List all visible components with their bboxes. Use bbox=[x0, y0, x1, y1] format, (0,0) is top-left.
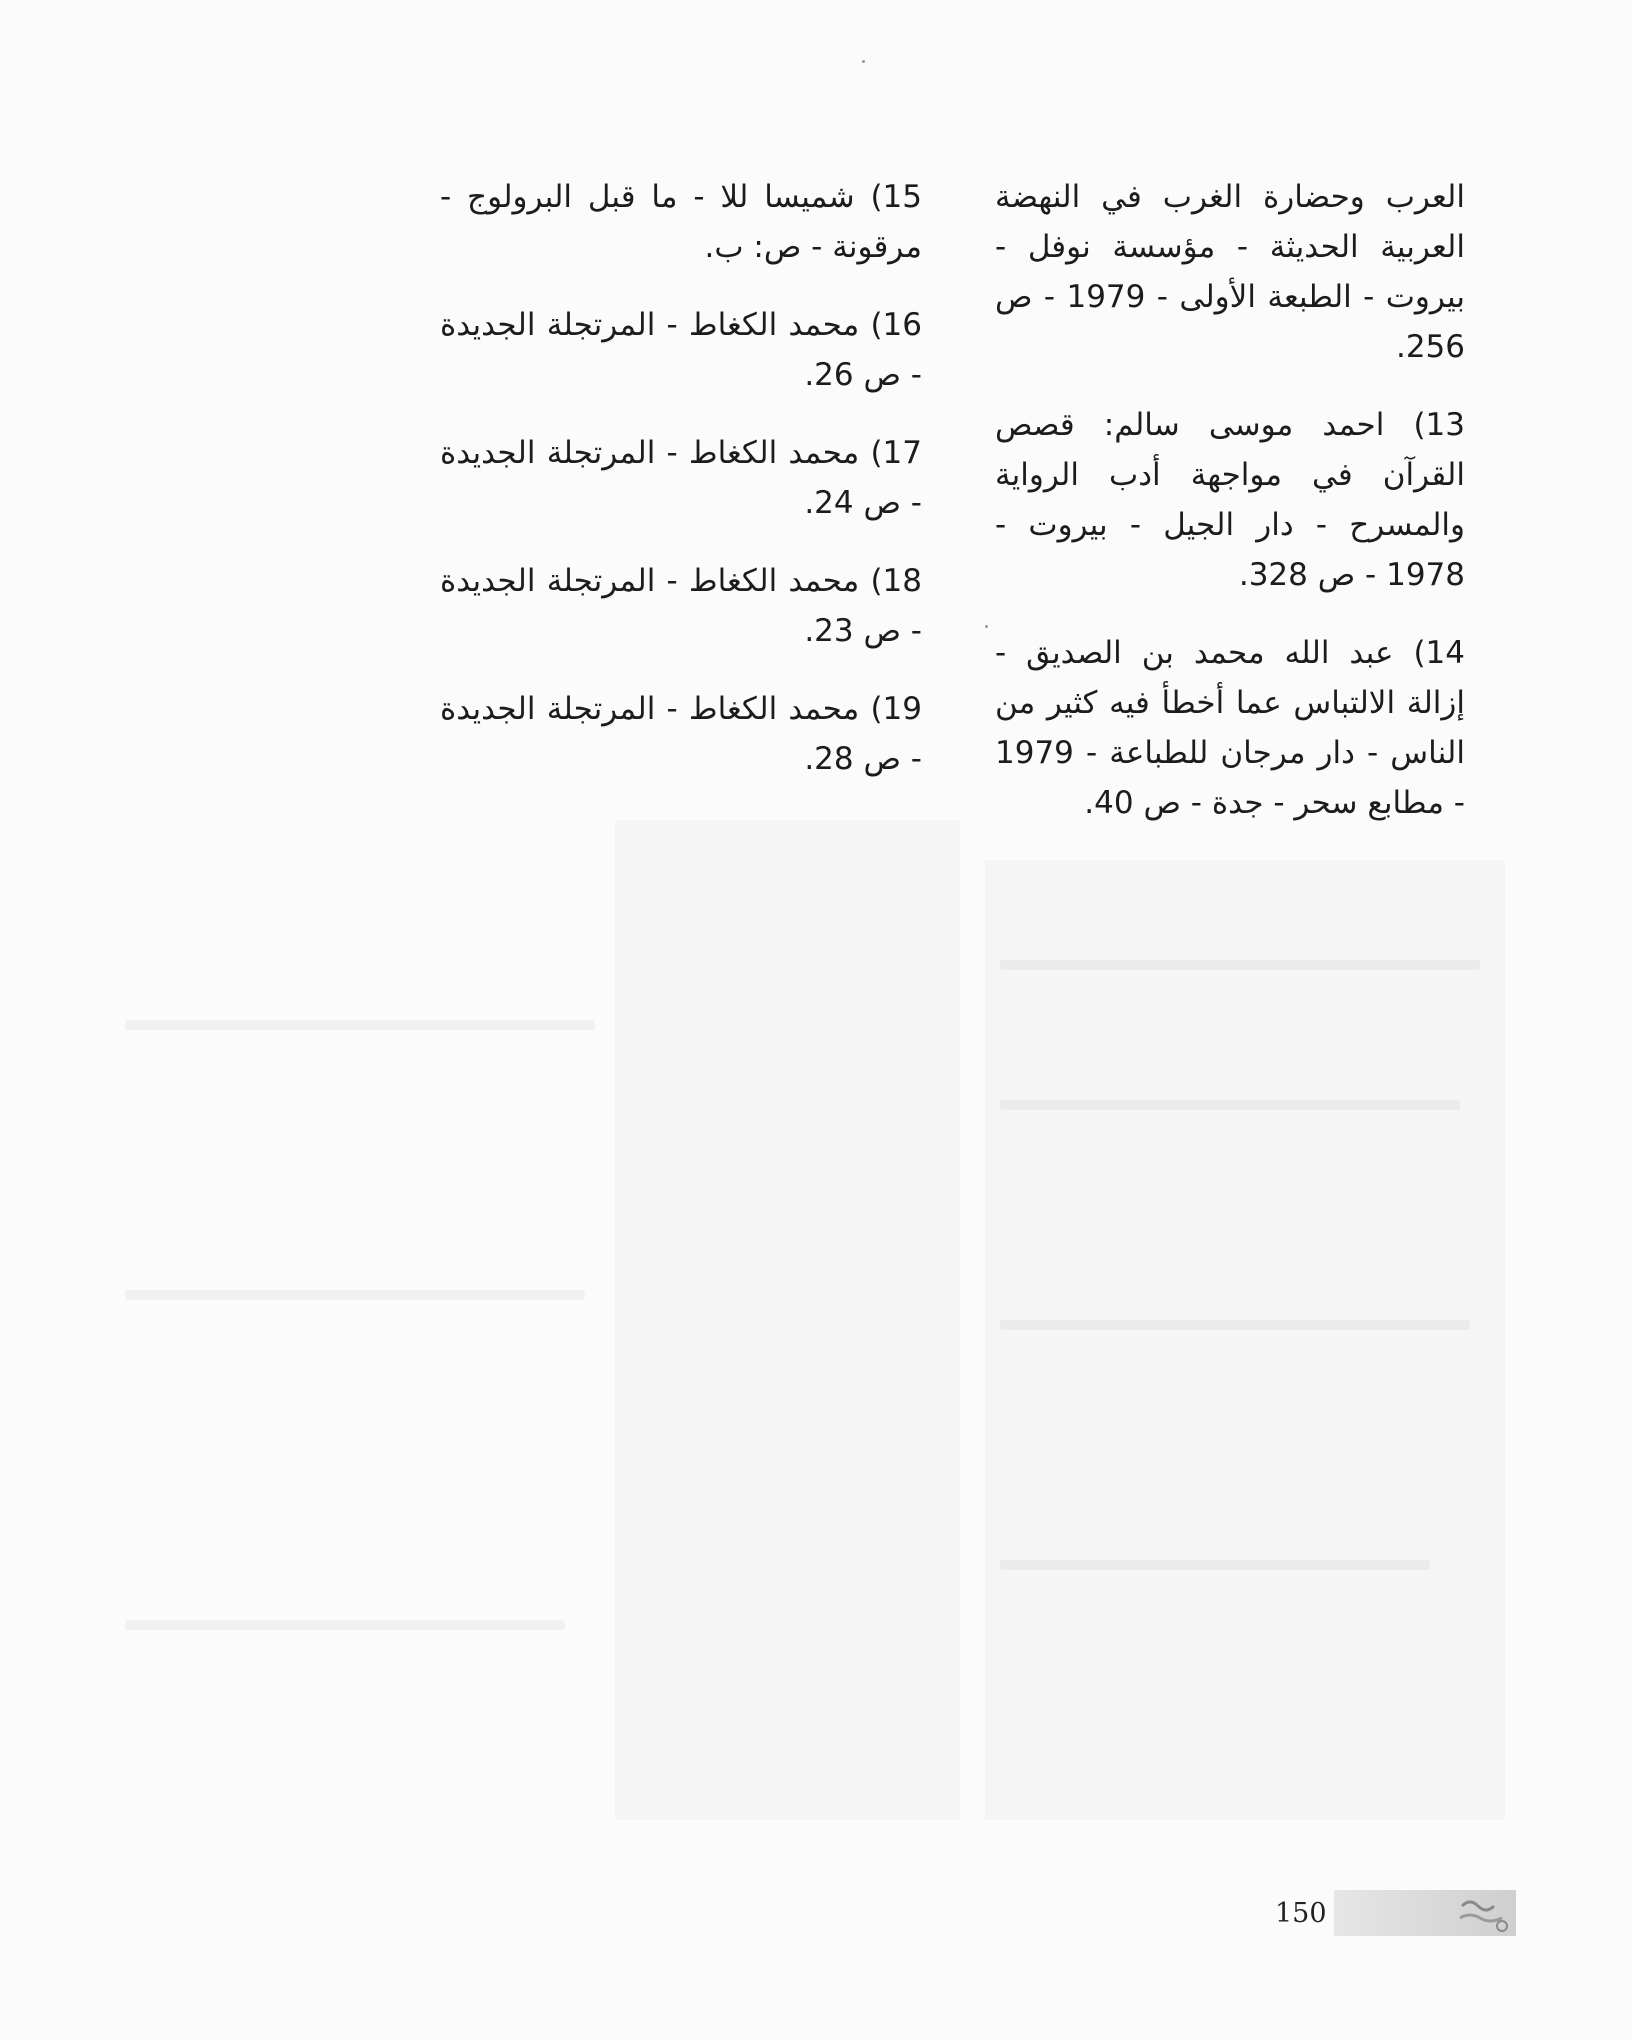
footnote-14 bbox=[995, 628, 1465, 828]
bleed-through-line bbox=[1000, 1560, 1430, 1570]
footnote-13 bbox=[995, 400, 1465, 600]
bleed-through-line bbox=[125, 1020, 595, 1030]
right-column bbox=[995, 172, 1465, 856]
footnote-19 bbox=[440, 684, 922, 784]
journal-logo-icon bbox=[1456, 1892, 1514, 1934]
footnote-17 bbox=[440, 428, 922, 528]
footnote-15 bbox=[440, 172, 922, 272]
footnote-text: محمد الكغاط - المرتجلة الجديدة - ص 23. bbox=[440, 563, 922, 649]
footnote-number: 13) bbox=[1413, 407, 1465, 443]
footnote-number: 14) bbox=[1413, 635, 1465, 671]
footnote-16 bbox=[440, 300, 922, 400]
left-column bbox=[440, 172, 922, 812]
footnote-number: 18) bbox=[870, 563, 922, 599]
footnote-text: شميسا للا - ما قبل البرولوج - مرقونة - ص: ب. bbox=[440, 179, 922, 265]
bleed-through-line bbox=[1000, 960, 1480, 970]
paper-speck bbox=[862, 60, 865, 63]
footnote-number: 19) bbox=[870, 691, 922, 727]
footnote-text: عبد الله محمد بن الصديق - إزالة الالتباس عما أخطأ فيه كثير من الناس - دار مرجان للطباعة - 1979 - مطابع سحر - جدة - ص 40. bbox=[995, 635, 1465, 821]
footnote-18 bbox=[440, 556, 922, 656]
page-number: 150 bbox=[1275, 1898, 1327, 1929]
bleed-through-line bbox=[125, 1290, 585, 1300]
footnote-text: احمد موسى سالم: قصص القرآن في مواجهة أدب الرواية والمسرح - دار الجيل - بيروت - 1978 - ص 328. bbox=[995, 407, 1465, 593]
bleed-through-line bbox=[1000, 1100, 1460, 1110]
footnote-12-continued bbox=[995, 172, 1465, 372]
bleed-through-line bbox=[1000, 1320, 1470, 1330]
footnote-text: محمد الكغاط - المرتجلة الجديدة - ص 26. bbox=[440, 307, 922, 393]
bleed-through-block bbox=[615, 820, 960, 1820]
bleed-through-line bbox=[125, 1620, 565, 1630]
footnote-number: 17) bbox=[870, 435, 922, 471]
footnote-number: 16) bbox=[870, 307, 922, 343]
footnote-text: محمد الكغاط - المرتجلة الجديدة - ص 28. bbox=[440, 691, 922, 777]
footnote-text: محمد الكغاط - المرتجلة الجديدة - ص 24. bbox=[440, 435, 922, 521]
paper-speck bbox=[985, 625, 988, 628]
footnote-text: العرب وحضارة الغرب في النهضة العربية الحديثة - مؤسسة نوفل - بيروت - الطبعة الأولى - 1979 - ص 256. bbox=[995, 179, 1465, 365]
footnote-number: 15) bbox=[870, 179, 922, 215]
bleed-through-block bbox=[985, 860, 1505, 1820]
